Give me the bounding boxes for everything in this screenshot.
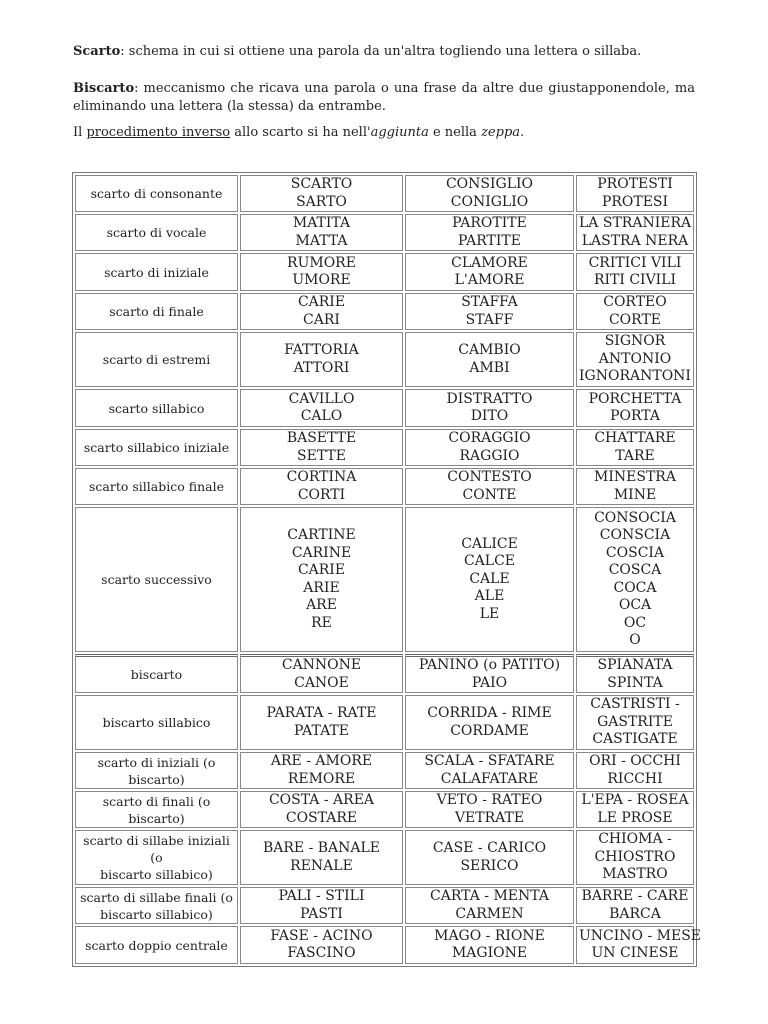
row-label: biscarto [130,667,183,682]
example-word: BARCA [609,905,661,922]
example-word: COSCA [608,562,662,578]
row-label-cell [75,429,238,466]
row-label: biscarto) [128,810,185,826]
example-cell [405,887,574,924]
example-word: RE [311,614,332,631]
example-cell [240,830,403,885]
table-row [75,791,694,828]
note-middle: allo scarto si ha nell' [230,125,371,140]
example-word: L'AMORE [454,272,525,288]
row-label: scarto di estremi [102,352,211,367]
example-cell [240,332,403,387]
example-cell [405,507,574,652]
example-word: ANTONIO [598,350,672,367]
row-label: biscarto sillabico) [100,906,213,922]
example-word: CARI [303,311,340,328]
table-row [75,332,694,387]
row-label: scarto di finali (o [102,793,211,809]
biscarto-term: Biscarto [73,81,135,96]
example-word: UNCINO - MESE [579,927,702,944]
example-cell [240,175,403,212]
example-word: MINE [613,486,657,503]
example-cell [405,468,574,505]
example-word: CONSCIA [599,527,671,543]
example-cell [576,507,694,652]
example-word: FATTORIA [284,342,359,358]
example-word: LE [479,605,500,622]
example-word: CHATTARE [594,430,676,446]
example-word: REMORE [287,770,356,787]
example-cell [576,468,694,505]
table-row [75,654,694,693]
example-word: COCA [613,579,657,596]
example-cell [576,332,694,387]
table-body [75,175,702,964]
row-label: scarto di sillabe iniziali (o [83,833,230,865]
table-row [75,429,694,466]
example-word: FASE - ACINO [270,927,373,944]
example-word: COSCIA [605,544,665,561]
example-word: RUMORE [287,254,356,271]
example-word: UN CINESE [591,945,679,961]
note-prefix: Il [73,125,87,140]
biscarto-definition [73,80,695,116]
example-word: LASTRA NERA [581,232,689,249]
example-word: CANNONE [281,657,362,673]
example-word: BARE - BANALE [262,840,381,856]
row-label: biscarto sillabico) [100,867,213,882]
example-word: UMORE [292,272,351,288]
example-cell [576,791,694,828]
scarto-definition [73,43,695,61]
example-cell [576,887,694,924]
example-word: CAVILLO [288,390,355,407]
example-word: CAMBIO [458,342,521,358]
table-row [75,214,694,251]
example-word: PARATA - RATE [266,705,377,721]
example-word: DISTRATTO [446,390,533,407]
row-label: scarto di iniziali (o [97,754,216,770]
example-word: CALAFATARE [440,770,539,787]
example-word: CARMEN [455,905,524,922]
example-word: CONTESTO [447,469,532,485]
row-label-cell [75,293,238,330]
example-cell [576,654,694,693]
example-cell [405,293,574,330]
example-word: FASCINO [287,945,356,961]
row-label: scarto di finale [109,304,204,319]
example-word: SCARTO [290,176,353,192]
example-cell [240,507,403,652]
example-cell [405,214,574,251]
example-word: ATTORI [293,359,350,376]
example-cell [405,752,574,789]
example-word: CARTINE [287,527,356,543]
example-word: SARTO [296,193,347,210]
example-word: MAGO - RIONE [434,927,545,944]
example-word: PAIO [471,674,508,691]
example-word: RICCHI [607,770,663,787]
row-label: scarto doppio centrale [85,937,228,953]
note-and: e nella [428,125,482,140]
example-word: O [629,632,641,648]
row-label: scarto successivo [101,572,212,587]
example-cell [240,253,403,291]
example-word: ARE - AMORE [270,753,373,769]
biscarto-definition-text: : meccanismo che ricava una parola o una frase da altre due giustapponendole, ma eliminando una lettera (la stessa) da entrambe. [73,81,695,114]
example-word: CALO [300,408,343,424]
example-word: MAGIONE [451,945,528,961]
example-word: CARIE [297,562,346,578]
example-word: SPINTA [607,674,663,691]
row-label-cell [75,214,238,251]
example-cell [240,654,403,693]
aggiunta-term: aggiunta [370,125,429,140]
example-word: CALCE [463,553,516,570]
example-word: PALI - STILI [278,888,365,904]
example-word: LE PROSE [597,809,673,826]
example-word: CONSOCIA [594,509,676,526]
example-cell [240,214,403,251]
example-word: CORAGGIO [448,430,531,446]
example-word: CONTE [462,486,517,503]
scarto-term: Scarto [73,44,121,59]
note-period: . [520,125,525,140]
row-label: scarto di iniziale [104,264,209,280]
example-cell [240,791,403,828]
example-word: CHIOSTRO [594,848,676,865]
example-word: PORTA [610,408,660,424]
example-word: CARTA - MENTA [430,888,549,904]
example-cell [240,695,403,750]
row-label-cell [75,332,238,387]
example-word: CALICE [461,535,518,552]
example-word: RAGGIO [459,447,520,464]
row-label: scarto di consonante [90,186,223,201]
example-word: COSTARE [285,809,358,826]
example-word: RENALE [290,857,353,874]
row-label-cell [75,654,238,693]
example-cell [405,175,574,212]
example-cell [576,830,694,885]
example-cell [576,214,694,251]
example-word: MATTA [295,232,348,249]
scarto-definition-text: : schema in cui si ottiene una parola da un'altra togliendo una lettera o sillaba. [120,44,642,59]
row-label-cell [75,507,238,652]
example-cell [576,926,702,964]
example-cell [405,695,574,750]
example-word: CARIE [297,294,346,310]
example-cell [240,752,403,789]
example-word: CASTRISTI - [590,696,680,713]
example-word: CANOE [294,674,349,691]
example-word: BASETTE [286,430,357,446]
example-word: ARIE [303,579,340,596]
example-cell [405,830,574,885]
example-word: OCA [618,597,652,613]
example-word: CLAMORE [451,254,528,271]
zeppa-term: zeppa [481,125,521,140]
procedimento-inverso-link[interactable]: procedimento inverso [86,125,231,140]
row-label-cell [75,926,238,964]
row-label-cell [75,791,238,828]
example-cell [576,253,694,291]
example-cell [576,293,694,330]
example-word: ORI - OCCHI [589,753,681,769]
example-cell [576,429,694,466]
example-word: AMBI [469,359,510,376]
example-word: PROTESTI [597,176,673,192]
example-word: MASTRO [602,866,668,883]
example-word: OC [623,614,647,631]
scarto-examples-table [72,172,702,967]
example-word: STAFF [465,311,514,328]
example-word: VETO - RATEO [436,792,543,808]
example-word: CORTE [608,311,662,328]
example-word: CORTEO [603,294,667,310]
row-label-cell [75,695,238,750]
example-word: PASTI [300,905,343,922]
example-word: MATITA [292,215,351,231]
example-cell [576,752,694,789]
example-cell [576,389,694,427]
table-row [75,695,694,750]
example-cell [576,695,694,750]
example-word: VETRATE [454,809,525,826]
inverse-procedure-note [73,124,695,142]
example-cell [576,175,694,212]
row-label: scarto sillabico [108,400,205,416]
row-label-cell [75,752,238,789]
example-word: CALE [469,570,510,587]
example-word: STAFFA [461,294,518,310]
row-label-cell [75,175,238,212]
example-word: CORTI [297,486,346,503]
example-cell [240,926,403,964]
example-word: IGNORANTONI [579,368,691,385]
row-label-cell [75,468,238,505]
example-word: CASTIGATE [592,731,678,748]
example-cell [405,654,574,693]
row-label: scarto di vocale [106,225,207,240]
example-word: TARE [615,447,655,464]
example-word: CHIOMA - [598,831,672,848]
example-word: LA STRANIERA [579,215,692,231]
example-word: BARRE - CARE [581,888,689,904]
table-row [75,507,694,652]
example-cell [240,468,403,505]
row-label: biscarto sillabico [102,715,211,730]
table-row [75,752,694,789]
example-word: SCALA - SFATARE [424,753,555,769]
example-cell [405,429,574,466]
example-cell [405,389,574,427]
example-word: CRITICI VILI [588,254,682,271]
row-label-cell [75,830,238,885]
table-row [75,887,694,924]
example-word: CONIGLIO [450,193,529,210]
example-word: CORDAME [450,722,529,739]
example-cell [405,332,574,387]
example-cell [405,791,574,828]
example-word: CASE - CARICO [432,840,547,856]
example-word: RITI CIVILI [593,272,677,288]
example-cell [240,887,403,924]
table-row [75,926,694,964]
table-row [75,175,694,212]
table-row [75,293,694,330]
example-cell [240,389,403,427]
row-label: scarto sillabico iniziale [83,440,230,455]
example-word: COSTA - AREA [268,792,375,808]
example-word: DITO [470,408,509,424]
example-word: MINESTRA [594,469,676,485]
example-word: GASTRITE [597,713,673,730]
example-word: SIGNOR [604,333,666,350]
row-label: scarto di sillabe finali (o [80,889,233,905]
example-word: CORRIDA - RIME [427,705,552,721]
table-row [75,468,694,505]
example-word: L'EPA - ROSEA [581,792,689,808]
example-word: PARTITE [458,232,521,249]
example-cell [240,293,403,330]
example-word: ALE [474,588,505,605]
example-word: CARINE [291,544,352,561]
row-label-cell [75,887,238,924]
example-cell [240,429,403,466]
row-label: biscarto) [128,771,185,787]
table-row [75,253,694,291]
row-label-cell [75,253,238,291]
row-label: scarto sillabico finale [89,479,224,494]
table-row [75,830,694,885]
example-word: SPIANATA [597,657,673,673]
example-word: PANINO (o PATITO) [418,657,561,673]
example-word: PROTESI [601,193,669,210]
example-word: PORCHETTA [588,390,682,407]
row-label-cell [75,389,238,427]
example-word: CORTINA [286,469,357,485]
example-word: ARE [306,597,337,613]
example-word: SETTE [297,447,346,464]
example-word: PAROTITE [452,215,527,231]
example-word: SERICO [460,857,519,874]
example-cell [405,253,574,291]
example-word: CONSIGLIO [445,176,534,192]
example-word: PATATE [294,722,349,739]
example-cell [405,926,574,964]
table-row [75,389,694,427]
